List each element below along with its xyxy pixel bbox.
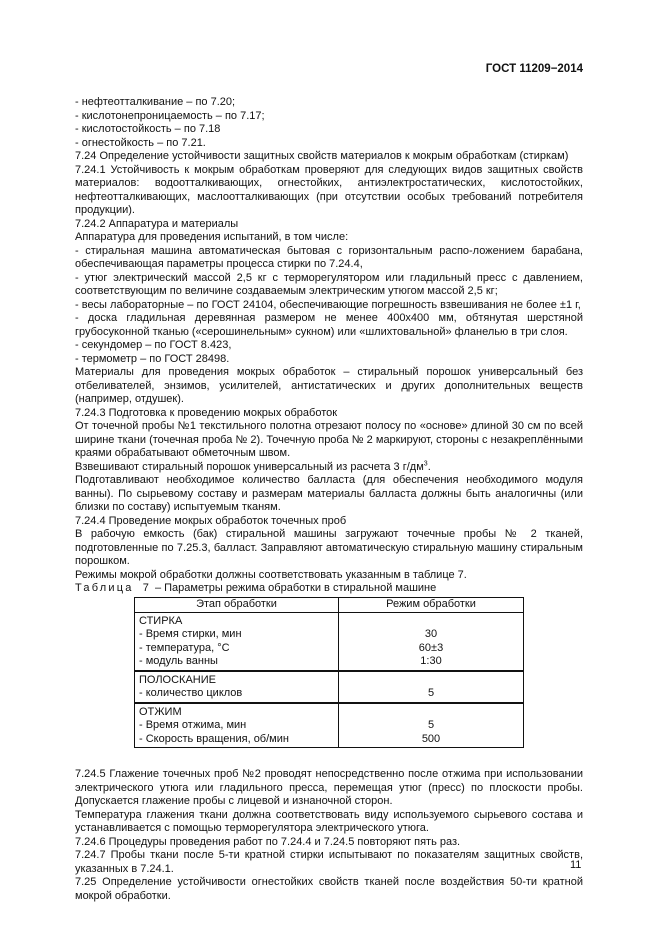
table-cell-stage <box>135 703 339 748</box>
paragraph: - весы лабораторные – по ГОСТ 24104, обеспечивающие погрешность взвешивания не более ±1 г, <box>75 298 581 311</box>
table-caption-word: Таблица <box>75 582 134 594</box>
row-value: 500 <box>421 732 441 745</box>
row-label: - Скорость вращения, об/мин <box>139 732 289 745</box>
list-item: - нефтеотталкивание – по 7.20; <box>75 96 236 108</box>
document-body <box>75 96 583 903</box>
paragraph: От точечной пробы №1 текстильного полотна отрезают полосу по «основе» длиной 30 см по всей ширине ткани (точечная проба № 2). Точечную проба № 2 маркируют, стороны с незакреплёнными краями обрабатывают обметочным швом. <box>75 420 583 459</box>
paragraph: 7.24.2 Аппаратура и материалы <box>75 217 239 230</box>
row-label: - Время отжима, мин <box>139 719 247 731</box>
table-row <box>135 612 524 671</box>
table-caption-text: – Параметры режима обработки в стиральной машине <box>154 582 437 594</box>
row-label: - Время стирки, мин <box>139 628 242 640</box>
list-item: - кислотостойкость – по 7.18 <box>75 123 221 135</box>
table-row <box>135 703 524 748</box>
paragraph: - доска гладильная деревянная размером не менее 400х400 мм, обтянутая шерстяной грубосуконной тканью («серошинельным» сукном) или «шлихтовальной» фланелью в три слоя. <box>75 312 583 338</box>
group-title: ОТЖИМ <box>139 705 182 718</box>
standard-code: ГОСТ 11209−2014 <box>485 63 583 75</box>
paragraph: 7.24.6 Процедуры проведения работ по 7.24.4 и 7.24.5 повторяют пять раз. <box>75 835 461 848</box>
paragraph: 7.24.3 Подготовка к проведению мокрых обработок <box>75 406 338 419</box>
row-value: 30 <box>424 628 438 640</box>
table-row <box>135 671 524 703</box>
paragraph: - утюг электрический массой 2,5 кг с терморегулятором или гладильный пресс с давлением, соответствующим по величине создаваемым электрическим утюгом массой 2,5 кг; <box>75 271 583 297</box>
paragraph: 7.25 Определение устойчивости огнестойких свойств тканей после воздействия 50-ти кратной мокрой обработки. <box>75 876 583 902</box>
superscript: 3 <box>423 459 428 467</box>
table-header-stage: Этап обработки <box>135 597 339 612</box>
row-label: - модуль ванны <box>139 655 218 667</box>
paragraph-powder <box>75 461 583 475</box>
table-caption <box>75 582 583 596</box>
parameters-table <box>134 597 524 749</box>
row-label: - температура, °С <box>139 641 230 654</box>
paragraph: Температура глажения ткани должна соответствовать виду используемого сырьевого состава и устанавливается с помощью терморегулятора электрического утюга. <box>75 808 583 834</box>
powder-end: . <box>427 460 431 473</box>
table-header-mode: Режим обработки <box>339 597 524 612</box>
row-value: 5 <box>427 719 435 731</box>
paragraph: 7.24.1 Устойчивость к мокрым обработкам проверяют для следующих видов защитных свойств материалов: водоотталкивающих, огнестойких, антиэлектростатических, кислотостойких, нефтеотталкивающих, маслоотталкивающих (при отсутствии особых требований потребителя продукции). <box>75 163 583 216</box>
group-title: ПОЛОСКАНИЕ <box>139 673 216 686</box>
paragraph: 7.24.5 Глажение точечных проб №2 проводят непосредственно после отжима при использовании электрического утюга или гладильного пресса, перемещая утюг (пресс) по плоскости пробы. Допускается глажение пробы с лицевой и изнаночной сторон. <box>75 768 583 807</box>
row-value: 1:30 <box>420 655 442 667</box>
table-cell-stage <box>135 612 339 671</box>
table-cell-mode <box>339 703 524 748</box>
paragraph: Режимы мокрой обработки должны соответствовать указанным в таблице 7. <box>75 568 467 581</box>
group-title: СТИРКА <box>139 614 183 627</box>
table-header-row <box>135 597 524 612</box>
row-value: 60±3 <box>418 641 444 654</box>
list-item: - кислотонепроницаемость – по 7.17; <box>75 109 265 122</box>
table-caption-num: 7 <box>142 582 149 594</box>
paragraph: - термометр – по ГОСТ 28498. <box>75 352 230 365</box>
paragraph: 7.24.7 Пробы ткани после 5-ти кратной стирки испытывают по показателям защитных свойств, указанных в 7.24.1. <box>75 849 583 875</box>
list-item: - огнестойкость – по 7.21. <box>75 136 206 149</box>
paragraph: - стиральная машина автоматическая бытовая с горизонтальным распо-ложением барабана, обеспечивающая параметры процесса стирки по 7.24.4, <box>75 244 583 270</box>
row-value: 5 <box>427 687 435 699</box>
paragraph: Подготавливают необходимое количество балласта (для обеспечения необходимого модуля ванны). По сырьевому составу и размерам материалы балласта должны быть аналогичны (или близки по составу) испытуемым тканям. <box>75 474 583 513</box>
section-after-table <box>75 768 583 903</box>
paragraph: В рабочую емкость (бак) стиральной машины загружают точечные пробы № 2 тканей, подготовленные по 7.25.3, балласт. Заправляют автоматическую стиральную машину стиральным порошком. <box>75 528 583 567</box>
paragraph: - секундомер – по ГОСТ 8.423, <box>75 339 232 351</box>
paragraph: Аппаратура для проведения испытаний, в том числе: <box>75 231 349 243</box>
table-cell-stage <box>135 671 339 703</box>
paragraph: 7.24.4 Проведение мокрых обработок точечных проб <box>75 514 347 527</box>
paragraph: Материалы для проведения мокрых обработок – стиральный порошок универсальный без отбеливателей, энзимов, усилителей, антистатических и других дополнительных веществ (например, отдушек). <box>75 366 583 405</box>
powder-text: Взвешивают стиральный порошок универсальный из расчета 3 г/дм <box>75 460 424 473</box>
table-cell-mode <box>339 612 524 671</box>
row-label: - количество циклов <box>139 687 243 699</box>
table-cell-mode <box>339 671 524 703</box>
page-number: 11 <box>570 859 582 871</box>
paragraph: 7.24 Определение устойчивости защитных свойств материалов к мокрым обработкам (стиркам) <box>75 150 569 162</box>
